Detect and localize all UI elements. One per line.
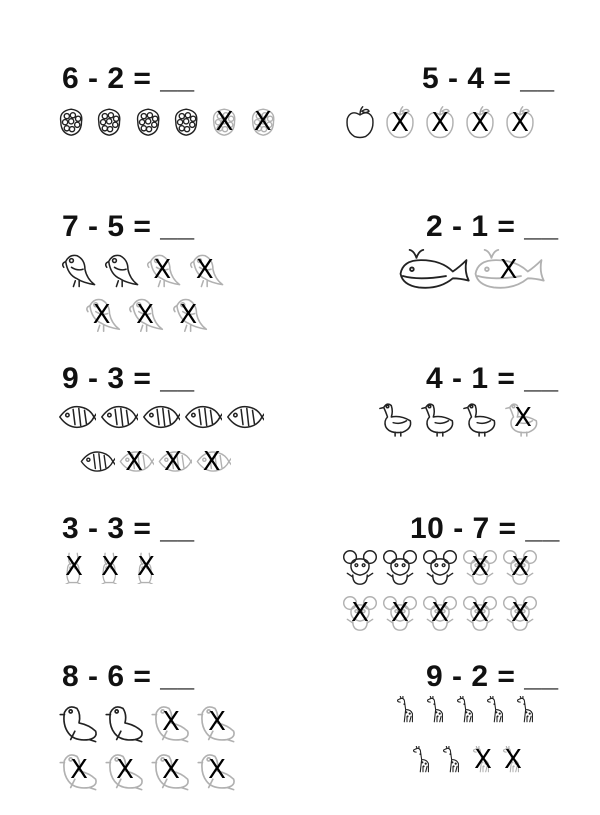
- cross-mark: X: [474, 745, 492, 776]
- crossed-out-object: [102, 748, 148, 792]
- giraffe-icon: [422, 696, 452, 725]
- counted-object: [460, 398, 502, 438]
- cross-mark: X: [431, 598, 449, 628]
- goose-icon: [376, 398, 418, 438]
- fish-icon: [222, 398, 264, 438]
- cross-mark: X: [136, 299, 154, 330]
- fish-icon: [180, 398, 222, 438]
- cross-mark: X: [101, 552, 119, 583]
- cross-mark: X: [179, 299, 198, 330]
- cross-mark: X: [92, 299, 111, 330]
- cross-mark: X: [137, 552, 155, 583]
- cross-mark: X: [208, 754, 226, 785]
- counted-object: [76, 444, 115, 481]
- cross-mark: X: [471, 108, 489, 138]
- apple-icon: [340, 104, 380, 142]
- counted-object: [99, 250, 142, 290]
- cross-mark: X: [125, 447, 144, 478]
- equation-text: 5 - 4 = __: [422, 62, 555, 95]
- equation-text: 8 - 6 = __: [62, 660, 195, 693]
- crossed-out-object: [56, 748, 102, 792]
- fish-icon: [76, 444, 115, 481]
- crossed-out-object: [123, 294, 166, 335]
- object-group-row-1: [54, 398, 264, 438]
- object-group: [376, 398, 544, 438]
- raspberry-icon: [90, 104, 128, 140]
- giraffe-icon: [392, 696, 422, 725]
- counted-object: [56, 700, 102, 744]
- cross-mark: X: [351, 598, 369, 628]
- fish-icon: [138, 398, 180, 438]
- equation-text: 7 - 5 = __: [62, 210, 195, 243]
- counted-object: [482, 696, 512, 725]
- mouse-icon: [340, 548, 380, 586]
- equation-text: 10 - 7 = __: [410, 512, 560, 545]
- crossed-out-object: [244, 104, 282, 140]
- equation-text: 2 - 1 = __: [426, 210, 559, 243]
- giraffe-icon: [512, 696, 542, 725]
- counted-object: [180, 398, 222, 438]
- cross-mark: X: [514, 402, 532, 433]
- cross-mark: X: [162, 754, 180, 785]
- crossed-out-object: [460, 594, 500, 632]
- counted-object: [222, 398, 264, 438]
- crossed-out-object: [167, 294, 210, 335]
- parrot-icon: [99, 250, 142, 290]
- counted-object: [418, 398, 460, 438]
- object-group: [340, 104, 540, 142]
- counted-object: [54, 398, 96, 438]
- cross-mark: X: [153, 255, 172, 286]
- object-group-row-1: [56, 250, 226, 290]
- counted-object: [129, 104, 167, 140]
- cross-mark: X: [511, 552, 529, 582]
- giraffe-icon: [438, 746, 468, 775]
- cross-mark: X: [70, 754, 88, 785]
- object-group-row-2: [56, 748, 240, 792]
- cross-mark: X: [504, 745, 522, 776]
- crossed-out-object: [194, 748, 240, 792]
- object-group-row-1: [340, 548, 540, 586]
- crossed-out-object: [420, 594, 460, 632]
- counted-object: [52, 104, 90, 140]
- cross-mark: X: [163, 447, 182, 478]
- crossed-out-object: [500, 594, 540, 632]
- raspberry-icon: [52, 104, 90, 140]
- object-group: [52, 104, 282, 140]
- crossed-out-object: [148, 748, 194, 792]
- cross-mark: X: [253, 107, 272, 138]
- counted-object: [380, 548, 420, 586]
- fish-icon: [96, 398, 138, 438]
- object-group: [56, 550, 164, 584]
- crossed-out-object: [460, 548, 500, 586]
- crossed-out-object: [148, 700, 194, 744]
- counted-object: [438, 746, 468, 775]
- cross-mark: X: [511, 598, 529, 628]
- whale-icon: [396, 246, 471, 295]
- seal-icon: [102, 700, 148, 744]
- object-group-row-1: [392, 696, 542, 725]
- crossed-out-object: [184, 250, 227, 290]
- crossed-out-object: [471, 246, 546, 295]
- counted-object: [422, 696, 452, 725]
- crossed-out-object: [194, 700, 240, 744]
- crossed-out-object: [340, 594, 380, 632]
- crossed-out-object: [92, 550, 128, 584]
- equation-text: 4 - 1 = __: [426, 362, 559, 395]
- cross-mark: X: [471, 598, 489, 628]
- cross-mark: X: [195, 255, 214, 286]
- seal-icon: [56, 700, 102, 744]
- crossed-out-object: [128, 550, 164, 584]
- giraffe-icon: [452, 696, 482, 725]
- crossed-out-object: [380, 104, 420, 142]
- fish-icon: [54, 398, 96, 438]
- crossed-out-object: [80, 294, 123, 335]
- object-group-row-2: [340, 594, 540, 632]
- cross-mark: X: [162, 706, 180, 737]
- raspberry-icon: [129, 104, 167, 140]
- cross-mark: X: [511, 108, 529, 138]
- mouse-icon: [380, 548, 420, 586]
- goose-icon: [460, 398, 502, 438]
- cross-mark: X: [391, 108, 409, 138]
- cross-mark: X: [65, 552, 83, 583]
- counted-object: [392, 696, 422, 725]
- crossed-out-object: [498, 746, 528, 775]
- equation-text: 9 - 2 = __: [426, 660, 559, 693]
- object-group-row-2: [76, 444, 231, 481]
- counted-object: [138, 398, 180, 438]
- object-group-row-2: [80, 294, 210, 335]
- cross-mark: X: [471, 552, 489, 582]
- raspberry-icon: [167, 104, 205, 140]
- crossed-out-object: [154, 444, 193, 481]
- counted-object: [396, 246, 471, 295]
- crossed-out-object: [420, 104, 460, 142]
- counted-object: [340, 104, 380, 142]
- equation-text: 9 - 3 = __: [62, 362, 195, 395]
- crossed-out-object: [192, 444, 231, 481]
- counted-object: [340, 548, 380, 586]
- cross-mark: X: [215, 107, 234, 138]
- crossed-out-object: [141, 250, 184, 290]
- counted-object: [96, 398, 138, 438]
- counted-object: [408, 746, 438, 775]
- crossed-out-object: [380, 594, 420, 632]
- crossed-out-object: [500, 548, 540, 586]
- object-group: [396, 246, 546, 295]
- counted-object: [376, 398, 418, 438]
- counted-object: [512, 696, 542, 725]
- counted-object: [420, 548, 460, 586]
- cross-mark: X: [499, 255, 518, 286]
- crossed-out-object: [56, 550, 92, 584]
- mouse-icon: [420, 548, 460, 586]
- counted-object: [56, 250, 99, 290]
- crossed-out-object: [500, 104, 540, 142]
- crossed-out-object: [460, 104, 500, 142]
- counted-object: [102, 700, 148, 744]
- cross-mark: X: [431, 108, 449, 138]
- equation-text: 3 - 3 = __: [62, 512, 195, 545]
- crossed-out-object: [502, 398, 544, 438]
- object-group-row-1: [56, 700, 240, 744]
- giraffe-icon: [408, 746, 438, 775]
- cross-mark: X: [391, 598, 409, 628]
- counted-object: [167, 104, 205, 140]
- equation-text: 6 - 2 = __: [62, 62, 195, 95]
- goose-icon: [418, 398, 460, 438]
- cross-mark: X: [208, 706, 226, 737]
- counted-object: [452, 696, 482, 725]
- giraffe-icon: [482, 696, 512, 725]
- counted-object: [90, 104, 128, 140]
- cross-mark: X: [116, 754, 134, 785]
- crossed-out-object: [205, 104, 243, 140]
- crossed-out-object: [468, 746, 498, 775]
- parrot-icon: [56, 250, 99, 290]
- object-group-row-2: [408, 746, 528, 775]
- cross-mark: X: [202, 447, 221, 478]
- crossed-out-object: [115, 444, 154, 481]
